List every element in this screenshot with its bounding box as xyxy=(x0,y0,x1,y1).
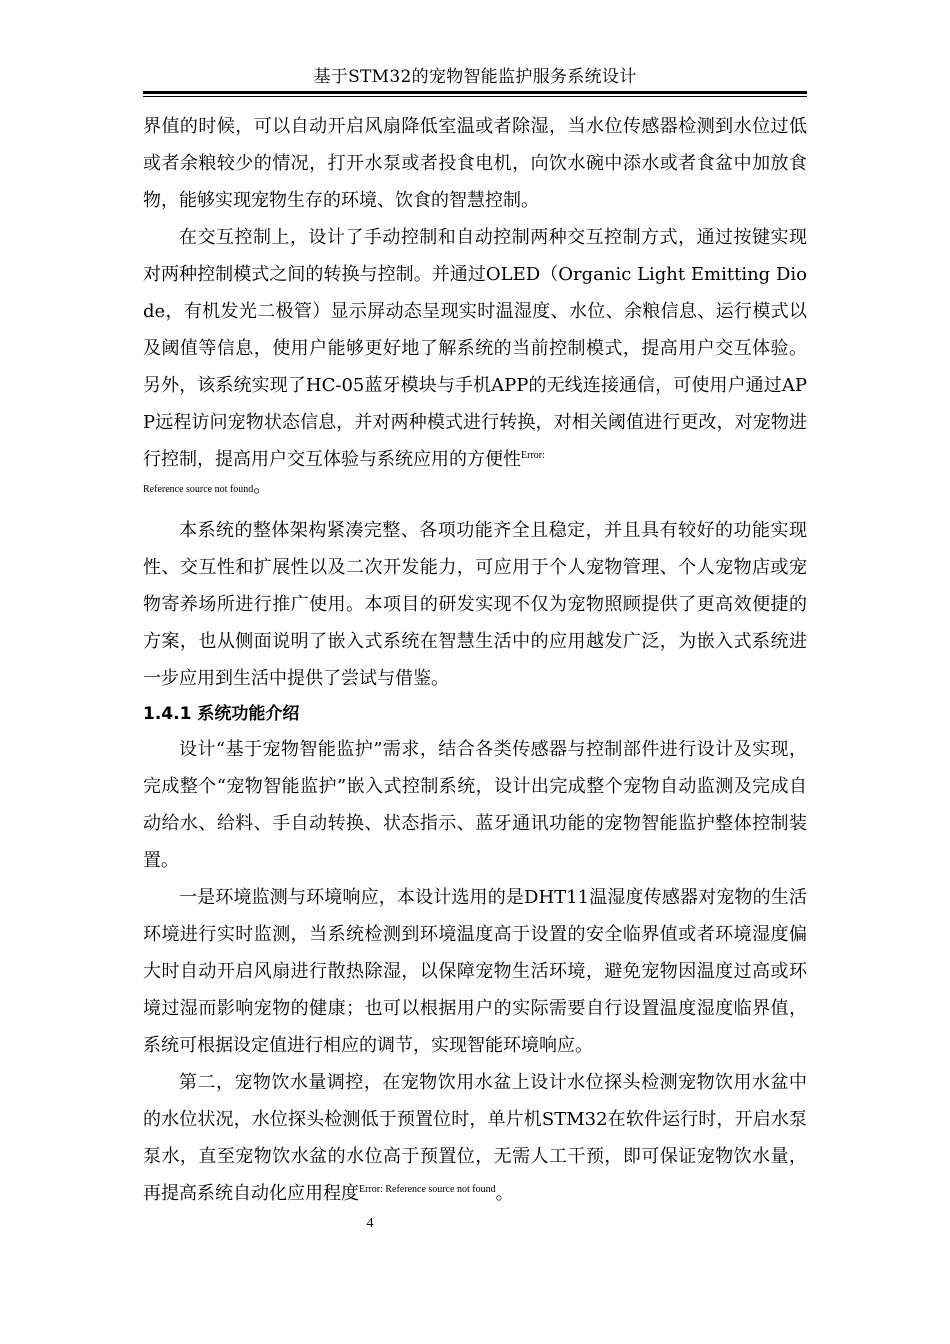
document-body xyxy=(143,108,807,1212)
paragraph-text: 第二，宠物饮水量调控，在宠物饮用水盆上设计水位探头检测宠物饮用水盆中的水位状况，水位探头检测低于预置位时，单片机STM32在软件运行时，开启水泵泵水，直至宠物饮水盆的水位高于预置位，无需人工干预，即可保证宠物饮水量，再提高系统自动化应用程度 xyxy=(143,1072,807,1204)
page-number: 4 xyxy=(366,1216,374,1231)
paragraph-environment-monitoring: 一是环境监测与环境响应，本设计选用的是DHT11温湿度传感器对宠物的生活环境进行实时监测，当系统检测到环境温度高于设置的安全临界值或者环境湿度偏大时自动开启风扇进行散热除湿，以保障宠物生活环境，避免宠物因温度过高或环境过湿而影响宠物的健康；也可以根据用户的实际需要自行设置温度湿度临界值，系统可根据设定值进行相应的调节，实现智能环境响应。 xyxy=(143,887,807,1056)
paragraph-function-intro: 设计“基于宠物智能监护”需求，结合各类传感器与控制部件进行设计及实现，完成整个“宠物智能监护”嵌入式控制系统，设计出完成整个宠物自动监测及完成自动给水、给料、手自动转换、状态指示、蓝牙通讯功能的宠物智能监护整体控制装置。 xyxy=(143,739,807,871)
page-header-title: 基于STM32的宠物智能监护服务系统设计 xyxy=(313,67,637,87)
reference-end-punct: 。 xyxy=(253,476,272,497)
paragraph-water-control xyxy=(143,1064,807,1212)
header-rule-thick xyxy=(143,91,807,94)
reference-error-marker: Error: xyxy=(521,450,545,461)
paragraph-text: 在交互控制上，设计了手动控制和自动控制两种交互控制方式，通过按键实现对两种控制模式之间的转换与控制。并通过OLED（Organic Light Emitting Diode，有机发光二极管）显示屏动态呈现实时温湿度、水位、余粮信息、运行模式以及阈值等信息，使用户能够更好地了解系统的当前控制模式，提高用户交互体验。另外，该系统实现了HC-05蓝牙模块与手机APP的无线连接通信，可使用户通过APP远程访问宠物状态信息，并对两种模式进行转换，对相关阈值进行更改，对宠物进行控制，提高用户交互体验与系统应用的方便性 xyxy=(143,227,807,470)
paragraph-continuation: 界值的时候，可以自动开启风扇降低室温或者除湿，当水位传感器检测到水位过低或者余粮较少的情况，打开水泵或者投食电机，向饮水碗中添水或者食盆中加放食物，能够实现宠物生存的环境、饮食的智慧控制。 xyxy=(143,116,807,211)
reference-error-marker: Error: Reference source not found xyxy=(359,1184,496,1195)
paragraph-interaction-control xyxy=(143,219,807,478)
reference-end-punct: 。 xyxy=(495,1183,514,1204)
paragraph-system-summary: 本系统的整体架构紧凑完整、各项功能齐全且稳定，并且具有较好的功能实现性、交互性和扩展性以及二次开发能力，可应用于个人宠物管理、个人宠物店或宠物寄养场所进行推广使用。本项目的研发实现不仅为宠物照顾提供了更高效便捷的方案，也从侧面说明了嵌入式系统在智慧生活中的应用越发广泛，为嵌入式系统进一步应用到生活中提供了尝试与借鉴。 xyxy=(143,520,807,689)
section-heading: 1.4.1 系统功能介绍 xyxy=(143,704,300,724)
header-rule-thin xyxy=(143,96,807,97)
reference-error-text: Reference source not found xyxy=(143,484,254,495)
